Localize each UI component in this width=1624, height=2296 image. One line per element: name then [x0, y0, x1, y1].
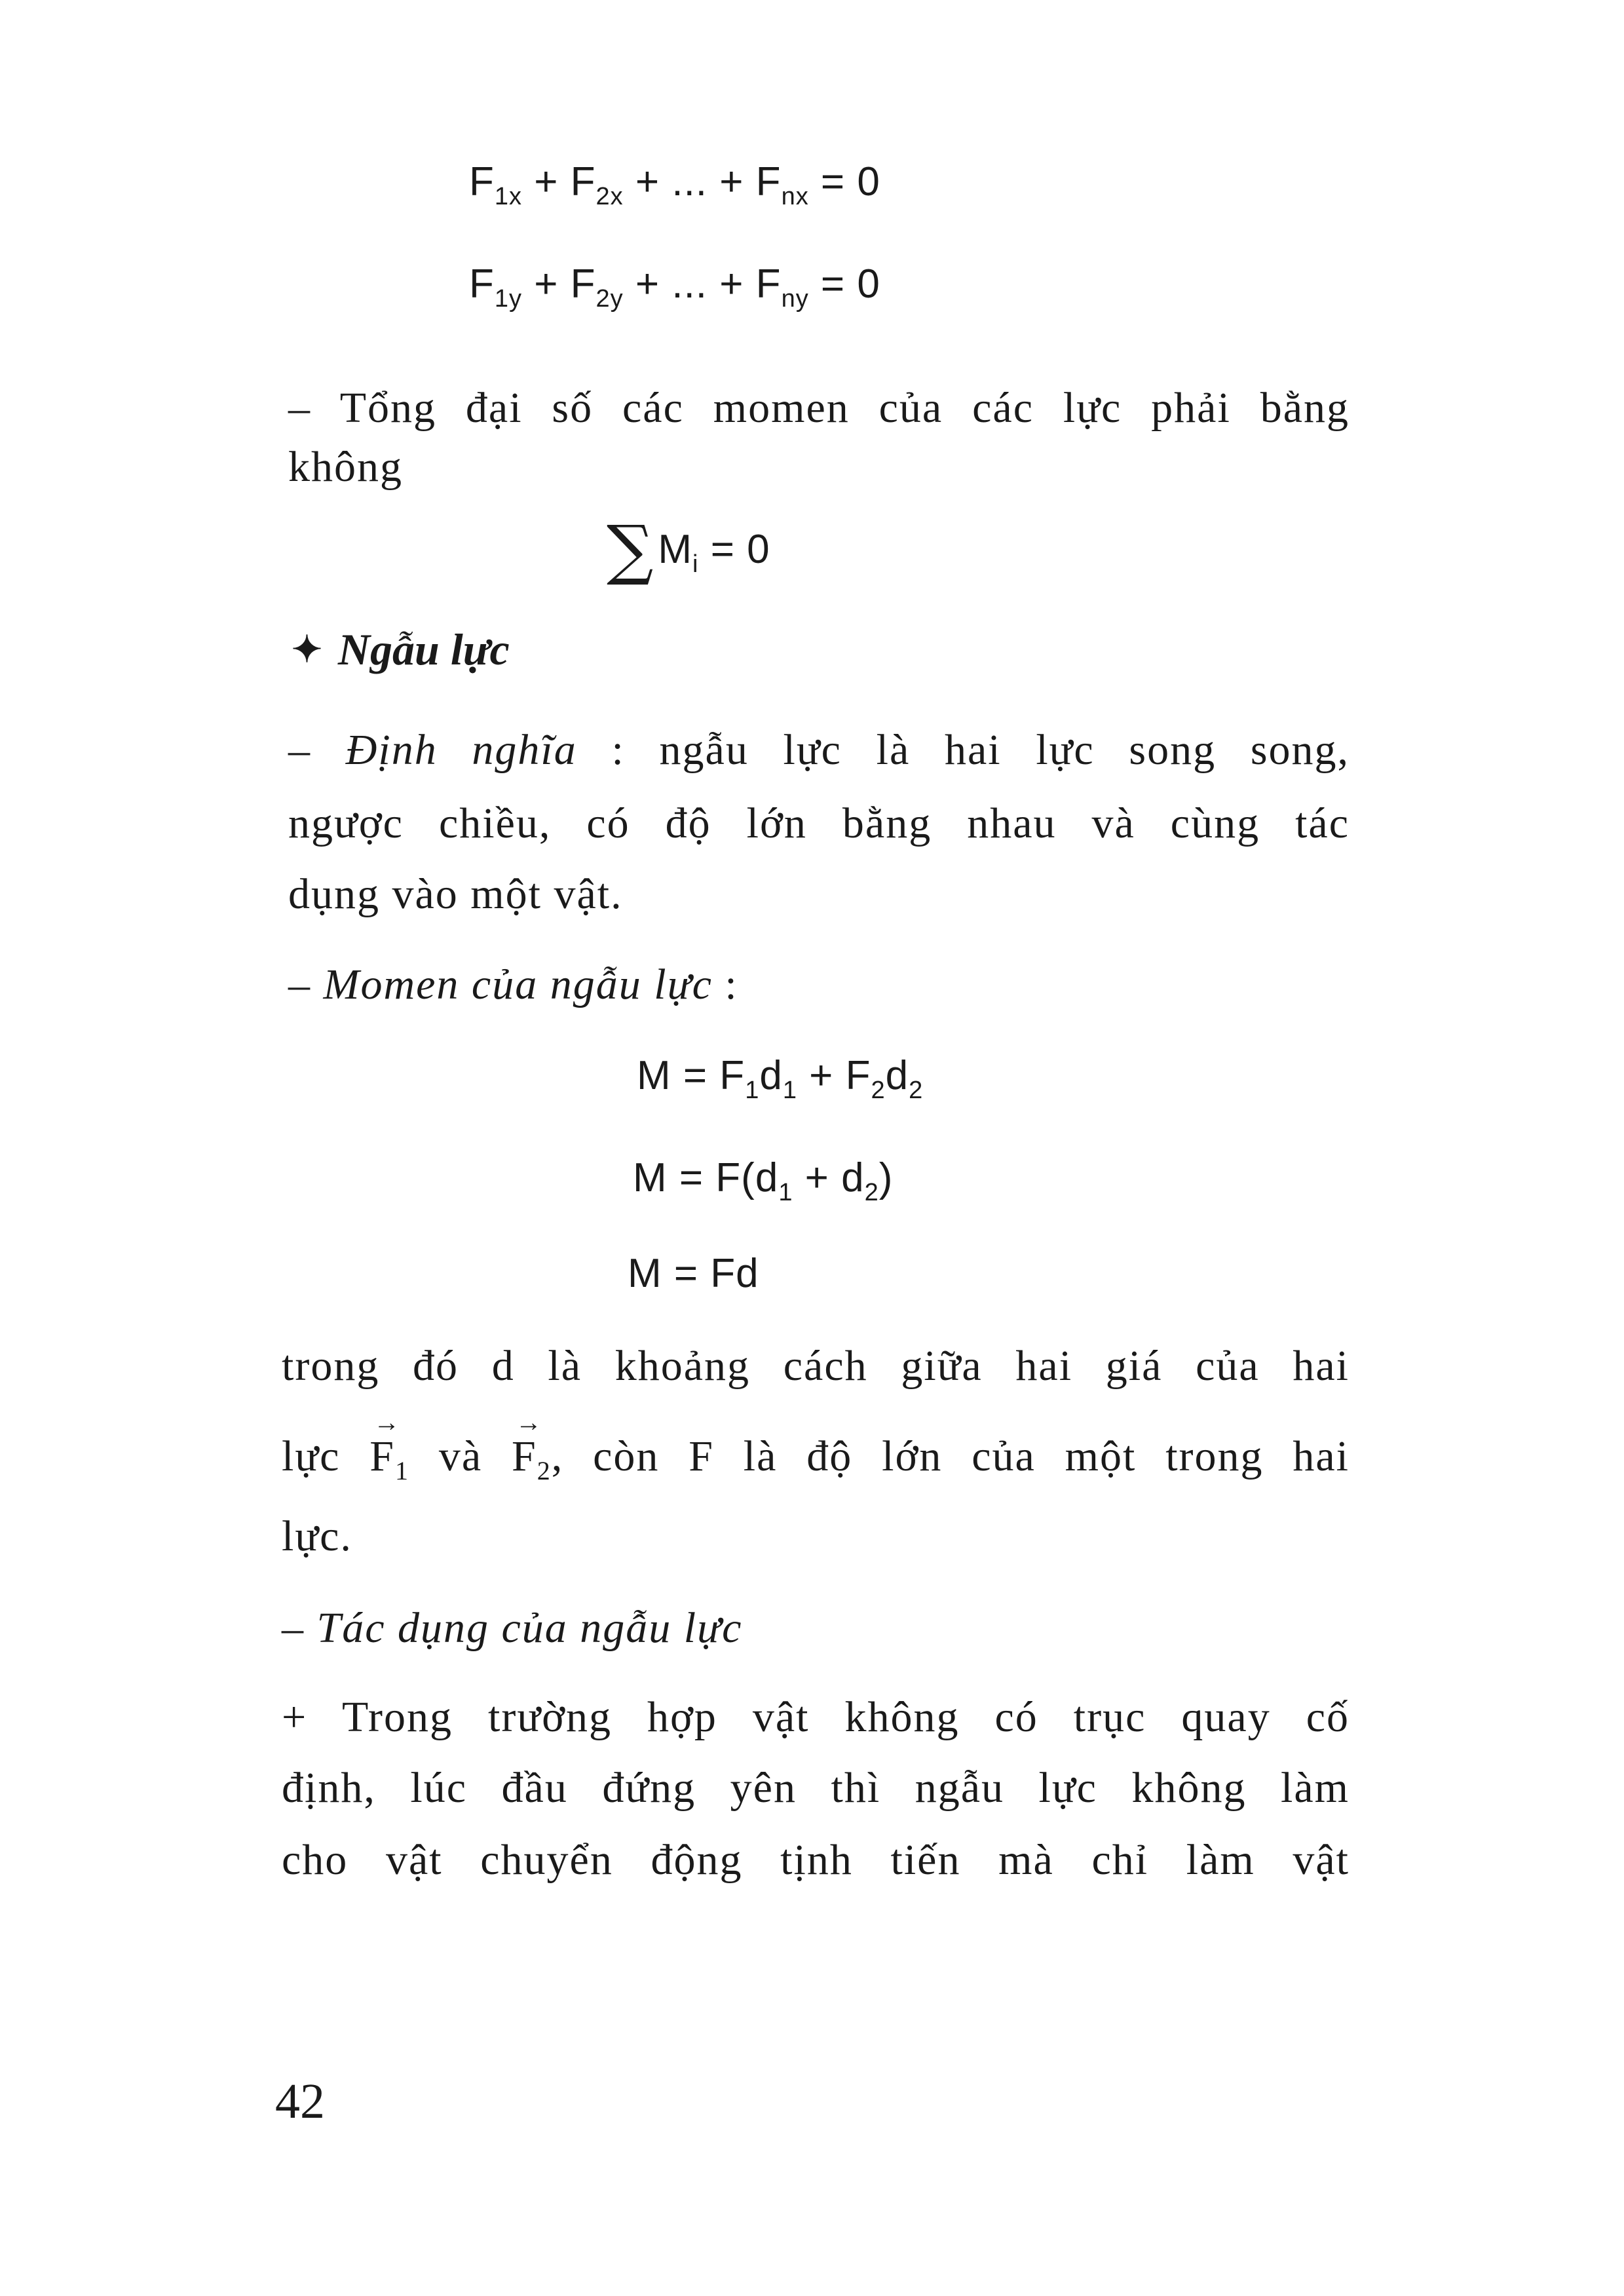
moment-rule-line2: không: [288, 443, 403, 491]
vector-f2: → $F_2$: [512, 1421, 552, 1507]
equation-moment-sum: $\sum M_i = 0$: [607, 511, 770, 588]
equation-sum-x: $F_{1x} + F_{2x}$ + ... + $F_{nx} = 0$: [469, 159, 880, 210]
moment-label: – Momen của ngẫu lực :: [288, 961, 738, 1008]
where-line3: lực.: [282, 1512, 352, 1560]
definition-line2: ngược chiều, có độ lớn bằng nhau và cùng tác: [288, 799, 1350, 847]
where-line1: trong đó d là khoảng cách giữa hai giá của hai: [282, 1342, 1350, 1390]
section-heading: ✦ Ngẫu lực: [292, 624, 510, 674]
definition-line3: dụng vào một vật.: [288, 870, 623, 918]
effect-label: – Tác dụng của ngẫu lực: [282, 1604, 743, 1652]
case-line2: định, lúc đầu đứng yên thì ngẫu lực không làm: [282, 1764, 1350, 1812]
definition-label: – Định nghĩa: [288, 726, 577, 774]
moment-rule-line1: – Tổng đại số các momen của các lực phải bằng: [288, 384, 1350, 432]
equation-couple-1: $M = F_1d_1 + F_2d_2$: [637, 1053, 924, 1104]
case-line1: + Trong trường hợp vật không có trục quay cố: [282, 1693, 1350, 1741]
definition-line1: – Định nghĩa : ngẫu lực là hai lực song song,: [288, 726, 1350, 774]
page-number: 42: [275, 2074, 325, 2129]
where-line2: lực → $F_1$ và → $F_2$, còn F là độ lớn của một trong hai: [282, 1421, 1350, 1507]
vector-f1: → $F_1$: [369, 1421, 409, 1507]
equation-couple-3: M = Fd: [628, 1251, 759, 1296]
sigma-symbol: ∑: [607, 511, 654, 588]
equation-couple-2: $M = F(d_1 + d_2)$: [633, 1155, 894, 1206]
diamond-icon: ✦: [292, 630, 322, 670]
equation-sum-y: $F_{1y} + F_{2y}$ + ... + $F_{ny} = 0$: [469, 261, 880, 313]
case-line3: cho vật chuyển động tịnh tiến mà chỉ làm vật: [282, 1836, 1350, 1884]
